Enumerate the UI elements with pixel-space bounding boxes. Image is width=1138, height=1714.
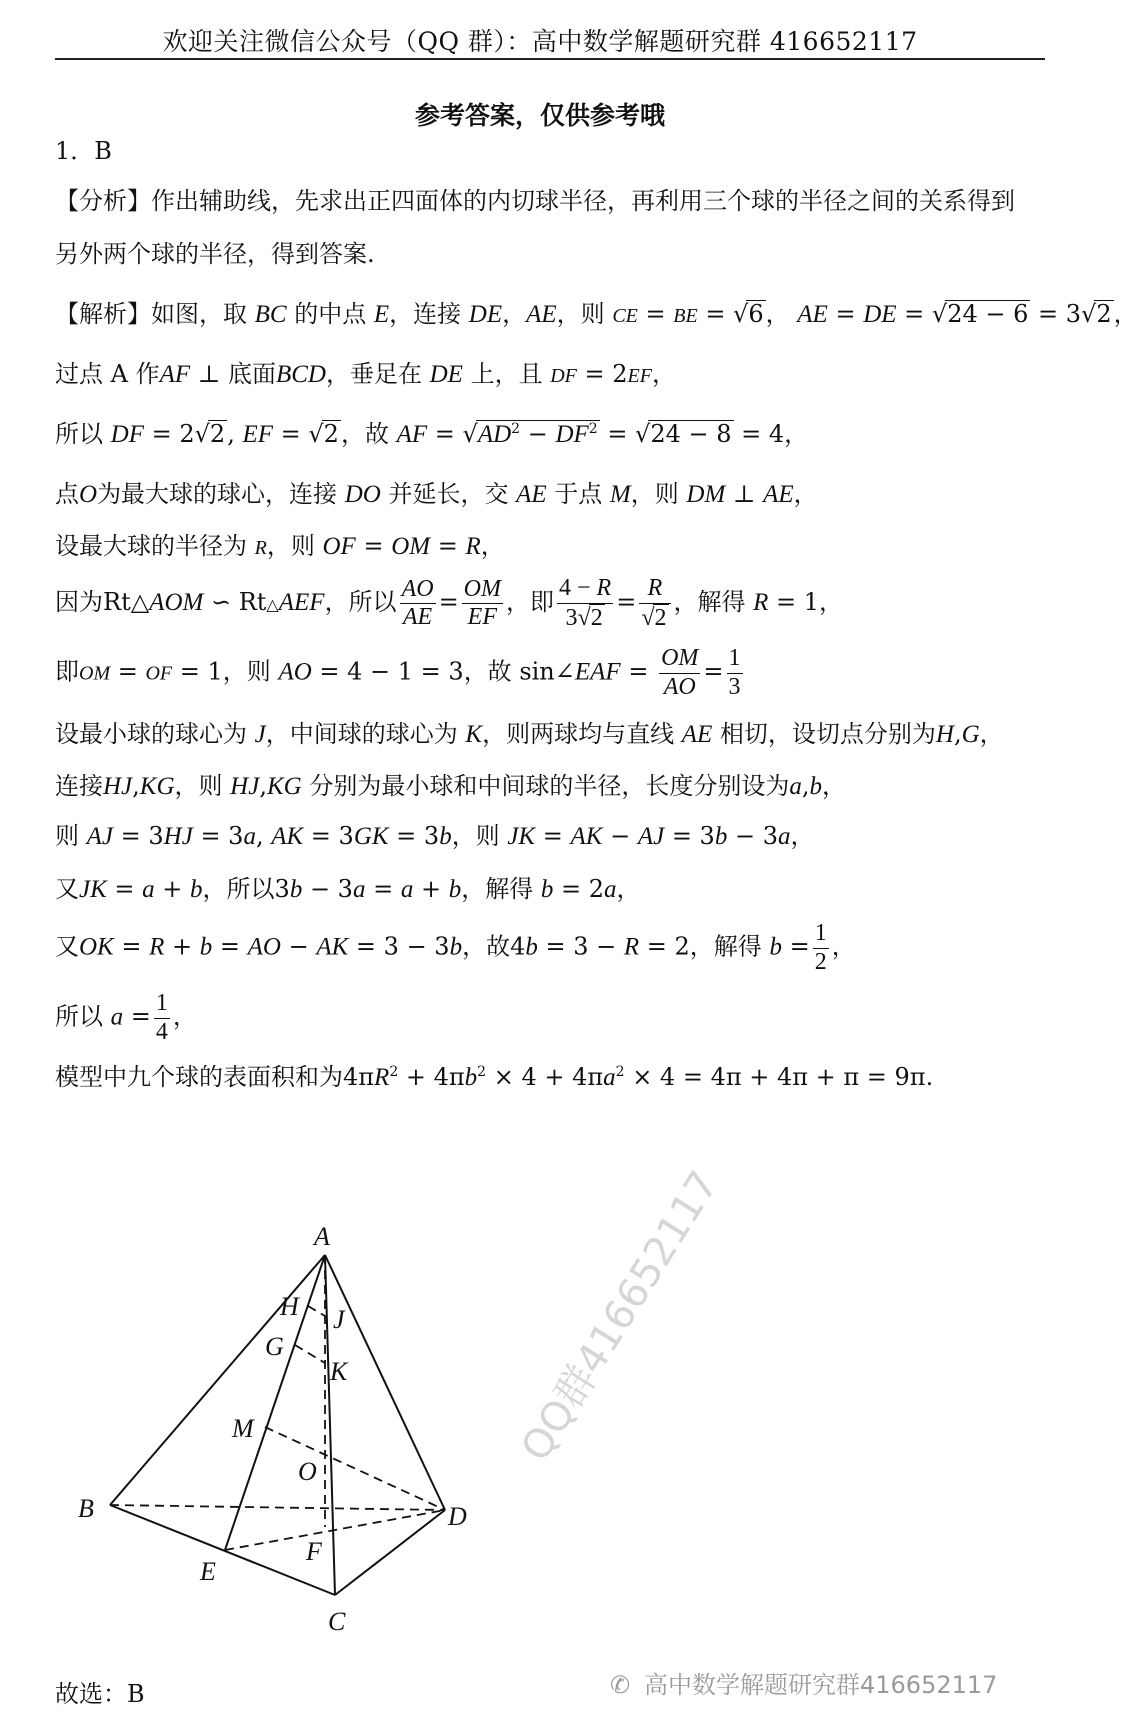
text: ，则 [174,772,223,800]
text: 分别为最小球和中间球的半径，长度分别设为 [309,772,790,800]
label-C: C [328,1607,346,1636]
solution-line-5: 设最大球的半径为 R，则 OF = OM = R， [55,532,505,560]
label-F: F [306,1537,322,1566]
analysis-line-1 [55,187,1015,216]
text: 过点 A 作 [55,360,160,388]
text: 设最大球的半径为 [55,532,247,560]
text: 所以 [55,1002,103,1031]
page-title: 参考答案，仅供参考哦 [414,101,665,130]
solution-line-13: 所以 a = $\frac{1}{4}$ ， [55,990,197,1045]
page-header: 欢迎关注微信公众号（QQ 群）：高中数学解题研究群 416652117 [162,27,918,56]
solution-line-2: 过点 A 作AF ⊥ 底面BCD，垂足在 DE 上，且 DF = 2EF， [55,360,676,388]
text: ，故 [462,932,511,961]
text: ，解得 [673,588,746,617]
text: ，则 [222,657,271,686]
text: 模型中九个球的表面积和为 [55,1063,343,1091]
text: 为最大球的球心，连接 [97,480,338,508]
text: 又 [55,875,79,903]
solution-line-7: 即OM = OF = 1，则 AO = 4 − 1 = 3，故 sin∠EAF = $\frac{OM}{AO}$ = $\frac{1}{3}$ [55,645,741,700]
final-answer: 故选：B [55,1680,145,1708]
wechat-icon: ✆ [610,1671,631,1699]
label-K: K [330,1357,348,1386]
text: 即 [55,657,79,686]
text: 并延长，交 [388,480,509,508]
text: ，连接 [389,300,462,328]
label-J: J [333,1305,345,1334]
text: ，则 [451,822,500,850]
label-M: M [232,1414,254,1443]
edge-BC [110,1505,335,1595]
analysis-text-1: 作出辅助线，先求出正四面体的内切球半径，再利用三个球的半径之间的关系得到 [151,187,1015,215]
label-A: A [314,1222,330,1251]
solution-label: 【解析】 [55,300,151,328]
text: 连接 [55,772,103,800]
text: 所以 [55,420,103,448]
solution-line-8: 设最小球的球心为 J，中间球的球心为 K，则两球均与直线 AE 相切，设切点分别为H,G， [55,720,1004,748]
solution-line-1: 【解析】如图，取 BC 的中点 E，连接 DE，AE，则 CE = BE = √6， AE = DE = √24 − 6 = 3√2， [55,300,1138,328]
solution-line-9: 连接HJ,KG，则 HJ,KG 分别为最小球和中间球的半径，长度分别设为a,b， [55,772,846,800]
text: ，则 [266,532,315,560]
segment-MD [265,1427,445,1510]
text: ，垂足在 [325,360,422,388]
answer-line: 1．B [55,137,112,165]
text: 于点 [554,480,603,508]
solution-line-14: 模型中九个球的表面积和为$4\pi R^2 + 4\pi b^2 \times 4 + 4\pi a^2 \times 4 = 4\pi + 4\pi + \pi = 9\pi$. [55,1063,934,1091]
text: 点 [55,480,79,508]
text: 则 [55,822,79,850]
edge-CD [335,1510,445,1595]
text: ，故 [340,420,389,448]
segment-AE [225,1255,325,1550]
solution-line-11: 又JK = a + b，所以3b − 3a = a + b，解得 b = 2a， [55,875,641,903]
text: ，故 [463,657,512,686]
analysis-label: 【分析】 [55,187,151,215]
segment-ED [225,1510,445,1550]
text: ，则 [630,480,679,508]
text: 上，且 [470,360,543,388]
analysis-line-2: 另外两个球的半径，得到答案. [55,240,375,268]
segment-HJ [308,1306,325,1316]
watermark-diagonal: QQ群416652117 [512,1163,728,1470]
text: 如图，取 [151,300,247,328]
text: ，即 [506,588,554,617]
text: ，所以 [324,588,397,617]
text: ，解得 [689,932,762,961]
label-G: G [265,1332,284,1361]
text: 设最小球的球心为 [55,720,247,748]
text: ，所以 [202,875,275,903]
text: 因为 [55,588,103,617]
text: ，则两球均与直线 [482,720,675,748]
label-D: D [448,1502,467,1531]
text: ，中间球的球心为 [265,720,458,748]
solution-line-4: 点O为最大球的球心，连接 DO 并延长，交 AE 于点 M，则 DM ⊥ AE， [55,480,818,508]
solution-line-10: 则 AJ = 3HJ = 3a, AK = 3GK = 3b，则 JK = AK − AJ = 3b − 3a， [55,822,815,850]
text: 底面 [227,360,276,388]
watermark-bottom [610,1665,997,1700]
label-H: H [280,1292,299,1321]
label-E: E [200,1557,216,1586]
segment-GK [295,1345,325,1363]
watermark-bottom-text: 高中数学解题研究群416652117 [644,1671,998,1699]
solution-line-3: 所以 DF = 2√2, EF = √2，故 AF = $√AD^2 - DF^2 = √24 - 8 = 4$， [55,420,809,448]
solution-line-6: 因为Rt△AOM ∽ Rt△AEF，所以 $\frac{AO}{AE}$ = $\frac{OM}{EF}$ ，即 $\frac{4 - R}{3√2}$ = $\frac{R}{√2}$ ，解得 R = 1， [55,575,844,631]
text: 相切，设切点分别为 [719,720,936,748]
label-B: B [78,1494,94,1523]
text: ，则 [556,300,605,328]
text: ，解得 [461,875,534,903]
header-divider [55,58,1045,60]
text: 又 [55,932,79,961]
label-O: O [298,1457,317,1486]
text: 的中点 [294,300,367,328]
edge-BD [110,1505,445,1510]
solution-line-12: 又OK = R + b = AO − AK = 3 − 3b，故4b = 3 − R = 2，解得 b = $\frac{1}{2}$ ， [55,920,856,975]
tetrahedron-figure [60,1220,480,1636]
